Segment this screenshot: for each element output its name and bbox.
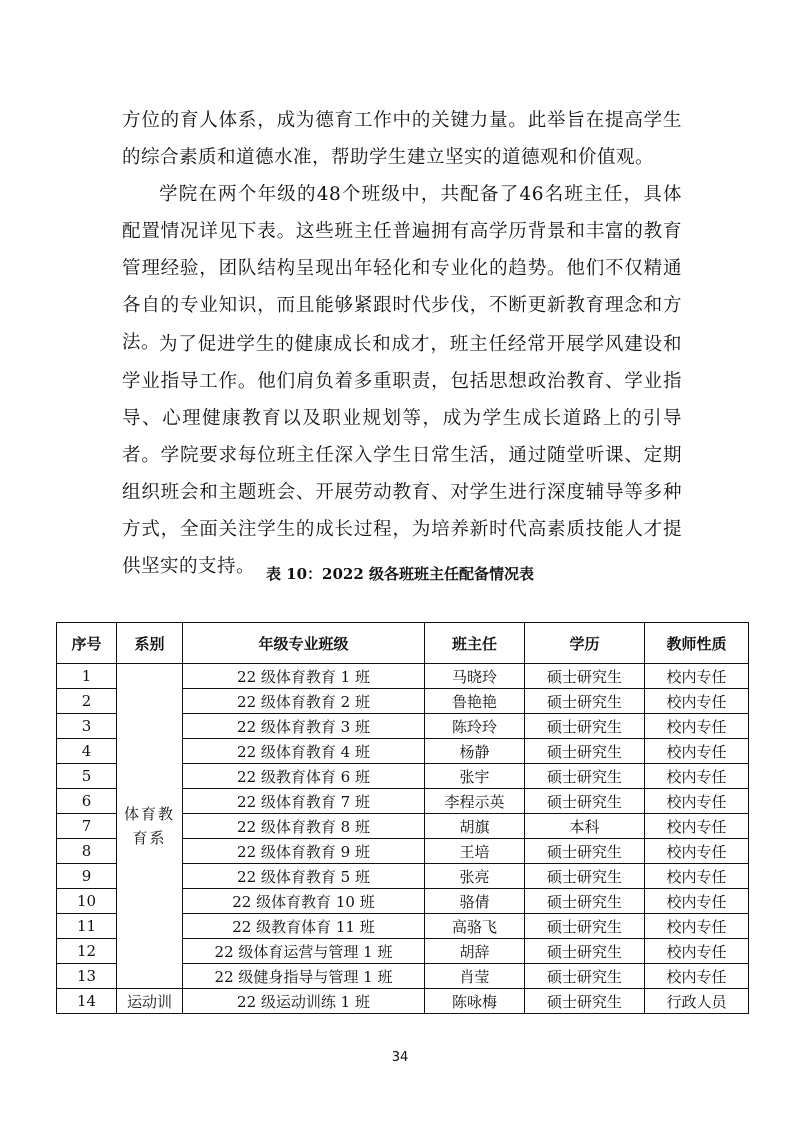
teacher-type: 校内专任 (645, 664, 749, 689)
education: 硕士研究生 (525, 839, 645, 864)
header-cell: 序号 (57, 623, 117, 664)
class-name: 22 级教育体育 6 班 (183, 764, 425, 789)
head-teacher: 胡辞 (425, 939, 525, 964)
education: 本科 (525, 814, 645, 839)
department-cell: 体育教育系 (117, 664, 183, 989)
teacher-type: 校内专任 (645, 814, 749, 839)
department-cell: 运动训 (117, 989, 183, 1014)
education: 硕士研究生 (525, 789, 645, 814)
row-number: 1 (57, 664, 117, 689)
table-row (57, 989, 749, 1014)
head-teacher: 张亮 (425, 864, 525, 889)
class-name: 22 级体育教育 1 班 (183, 664, 425, 689)
teacher-type: 校内专任 (645, 714, 749, 739)
paragraph-3: 为了促进学生的健康成长和成才，班主任经常开展学风建设和学业指导工作。他们肩负着多重职责，包括思想政治教育、学业指导、心理健康教育以及职业规划等，成为学生成长道路上的引导者。学院要求每位班主任深入学生日常生活，通过随堂听课、定期组织班会和主题班会、开展劳动教育、对学生进行深度辅导等多种方式，全面关注学生的成长过程，为培养新时代高素质技能人才提供坚实的支持。 (122, 334, 682, 577)
class-name: 22 级体育教育 7 班 (183, 789, 425, 814)
teacher-type: 校内专任 (645, 939, 749, 964)
head-teacher: 肖莹 (425, 964, 525, 989)
header-cell: 学历 (525, 623, 645, 664)
education: 硕士研究生 (525, 764, 645, 789)
row-number: 10 (57, 889, 117, 914)
education: 硕士研究生 (525, 714, 645, 739)
teacher-type: 校内专任 (645, 789, 749, 814)
head-teacher: 骆倩 (425, 889, 525, 914)
header-cell: 系别 (117, 623, 183, 664)
class-name: 22 级体育教育 4 班 (183, 739, 425, 764)
head-teacher: 胡旗 (425, 814, 525, 839)
row-number: 4 (57, 739, 117, 764)
head-teacher: 杨静 (425, 739, 525, 764)
education: 硕士研究生 (525, 889, 645, 914)
row-number: 9 (57, 864, 117, 889)
table-header-row (57, 623, 749, 664)
page-number: 34 (391, 1050, 409, 1065)
class-name: 22 级体育教育 3 班 (183, 714, 425, 739)
teacher-type: 校内专任 (645, 689, 749, 714)
class-name: 22 级运动训练 1 班 (183, 989, 425, 1014)
table-row (57, 664, 749, 689)
row-number: 13 (57, 964, 117, 989)
head-teacher: 张宇 (425, 764, 525, 789)
teacher-type: 行政人员 (645, 989, 749, 1014)
class-name: 22 级健身指导与管理 1 班 (183, 964, 425, 989)
head-teacher: 高骆飞 (425, 914, 525, 939)
education: 硕士研究生 (525, 939, 645, 964)
class-name: 22 级体育教育 5 班 (183, 864, 425, 889)
header-cell: 年级专业班级 (183, 623, 425, 664)
teacher-type: 校内专任 (645, 889, 749, 914)
head-teacher: 马晓玲 (425, 664, 525, 689)
row-number: 11 (57, 914, 117, 939)
class-name: 22 级体育教育 8 班 (183, 814, 425, 839)
paragraph-2: 学院在两个年级的48个班级中，共配备了46名班主任，具体配置情况详见下表。这些班主任普遍拥有高学历背景和丰富的教育管理经验，团队结构呈现出年轻化和专业化的趋势。他们不仅精通各自的专业知识，而且能够紧跟时代步伐，不断更新教育理念和方法。 (122, 184, 682, 353)
teacher-type: 校内专任 (645, 914, 749, 939)
class-name: 22 级体育教育 2 班 (183, 689, 425, 714)
row-number: 6 (57, 789, 117, 814)
teacher-type: 校内专任 (645, 739, 749, 764)
head-teacher: 王培 (425, 839, 525, 864)
row-number: 3 (57, 714, 117, 739)
row-number: 14 (57, 989, 117, 1014)
class-name: 22 级体育运营与管理 1 班 (183, 939, 425, 964)
education: 硕士研究生 (525, 964, 645, 989)
teacher-type: 校内专任 (645, 864, 749, 889)
education: 硕士研究生 (525, 914, 645, 939)
education: 硕士研究生 (525, 664, 645, 689)
row-number: 2 (57, 689, 117, 714)
class-name: 22 级体育教育 9 班 (183, 839, 425, 864)
head-teacher: 陈咏梅 (425, 989, 525, 1014)
head-teacher: 鲁艳艳 (425, 689, 525, 714)
education: 硕士研究生 (525, 689, 645, 714)
teacher-type: 校内专任 (645, 964, 749, 989)
head-teacher: 陈玲玲 (425, 714, 525, 739)
education: 硕士研究生 (525, 739, 645, 764)
table-caption: 表 10：2022 级各班班主任配备情况表 (265, 565, 535, 583)
row-number: 8 (57, 839, 117, 864)
head-teacher: 李程示英 (425, 789, 525, 814)
teacher-type: 校内专任 (645, 839, 749, 864)
education: 硕士研究生 (525, 864, 645, 889)
paragraph-1: 方位的育人体系，成为德育工作中的关键力量。此举旨在提高学生的综合素质和道德水准，帮助学生建立坚实的道德观和价值观。 (122, 110, 682, 168)
header-cell: 班主任 (425, 623, 525, 664)
row-number: 7 (57, 814, 117, 839)
class-name: 22 级教育体育 11 班 (183, 914, 425, 939)
class-name: 22 级体育教育 10 班 (183, 889, 425, 914)
row-number: 5 (57, 764, 117, 789)
row-number: 12 (57, 939, 117, 964)
head-teacher-table (56, 622, 749, 1014)
teacher-type: 校内专任 (645, 764, 749, 789)
header-cell: 教师性质 (645, 623, 749, 664)
education: 硕士研究生 (525, 989, 645, 1014)
